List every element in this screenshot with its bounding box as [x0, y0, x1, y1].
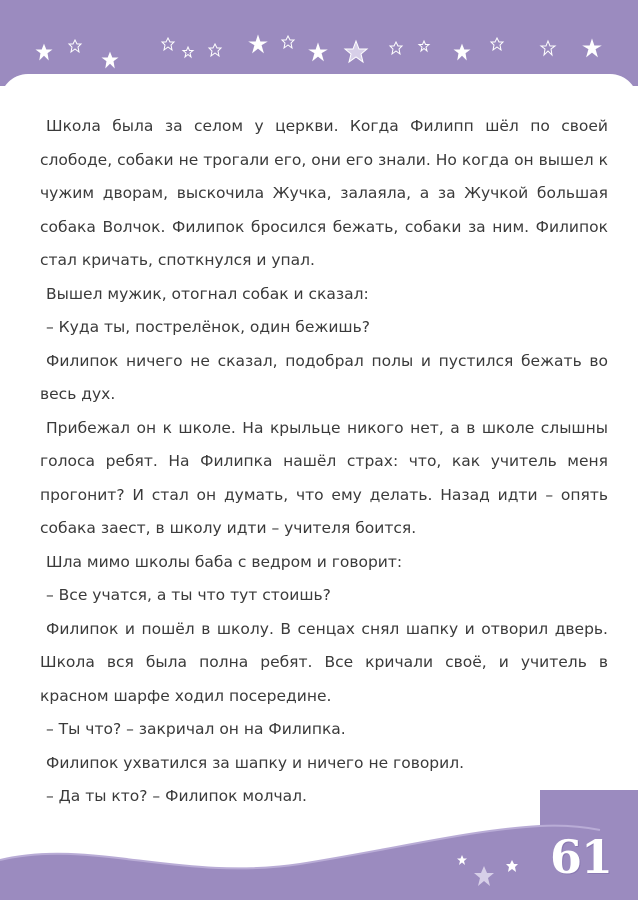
star-icon	[584, 40, 600, 56]
star-icon	[419, 41, 429, 51]
paragraph: Шла мимо школы баба с ведром и говорит:	[46, 552, 403, 571]
star-icon	[390, 42, 402, 54]
paragraph: Филипок ухватился за шапку и ничего не говорил.	[46, 753, 465, 772]
star-icon	[209, 44, 221, 56]
page-number: 61	[549, 830, 612, 884]
star-icon	[162, 38, 174, 50]
dialogue-line: – Все учатся, а ты что тут стоишь?	[46, 586, 331, 604]
star-icon	[250, 36, 266, 52]
paragraph: Прибежал он к школе. На крыльце никого нет, а в школе слышны голоса ребят. На Филипка нашёл страх: что, как учитель меня прогонит? И стал он думать, что ему делать. Назад идти – опять собака заест, в школу идти – учителя боится.	[40, 418, 608, 537]
story-text	[40, 110, 608, 814]
star-icon	[183, 47, 193, 57]
paragraph: Вышел мужик, отогнал собак и сказал:	[46, 284, 369, 303]
paragraph: Филипок и пошёл в школу. В сенцах снял шапку и отворил дверь. Школа вся была полна ребят. Все кричали своё, и учитель в красном шарфе ходил посередине.	[40, 619, 608, 705]
star-icon	[103, 53, 117, 67]
bottom-decorative-wave	[0, 790, 638, 900]
paragraph: Филипок ничего не сказал, подобрал полы и пустился бежать во весь дух.	[40, 351, 608, 403]
star-icon	[37, 45, 51, 59]
star-icon	[69, 40, 81, 52]
star-icon	[310, 44, 326, 60]
star-icon	[282, 36, 294, 48]
dialogue-line: – Да ты кто? – Филипок молчал.	[46, 787, 307, 805]
paragraph: Школа была за селом у церкви. Когда Филипп шёл по своей слободе, собаки не трогали его, они его знали. Но когда он вышел к чужим дворам, выскочила Жучка, залаяла, а за Жучкой большая собака Волчок. Филипок бросился бежать, собаки за ним. Филипок стал кричать, споткнулся и упал.	[40, 117, 608, 269]
sparkle-star-icon	[345, 41, 367, 62]
star-icon	[491, 38, 503, 50]
star-icon	[541, 41, 555, 55]
star-icon	[455, 45, 469, 59]
dialogue-line: – Ты что? – закричал он на Филипка.	[46, 720, 346, 738]
dialogue-line: – Куда ты, пострелёнок, один бежишь?	[46, 318, 370, 336]
